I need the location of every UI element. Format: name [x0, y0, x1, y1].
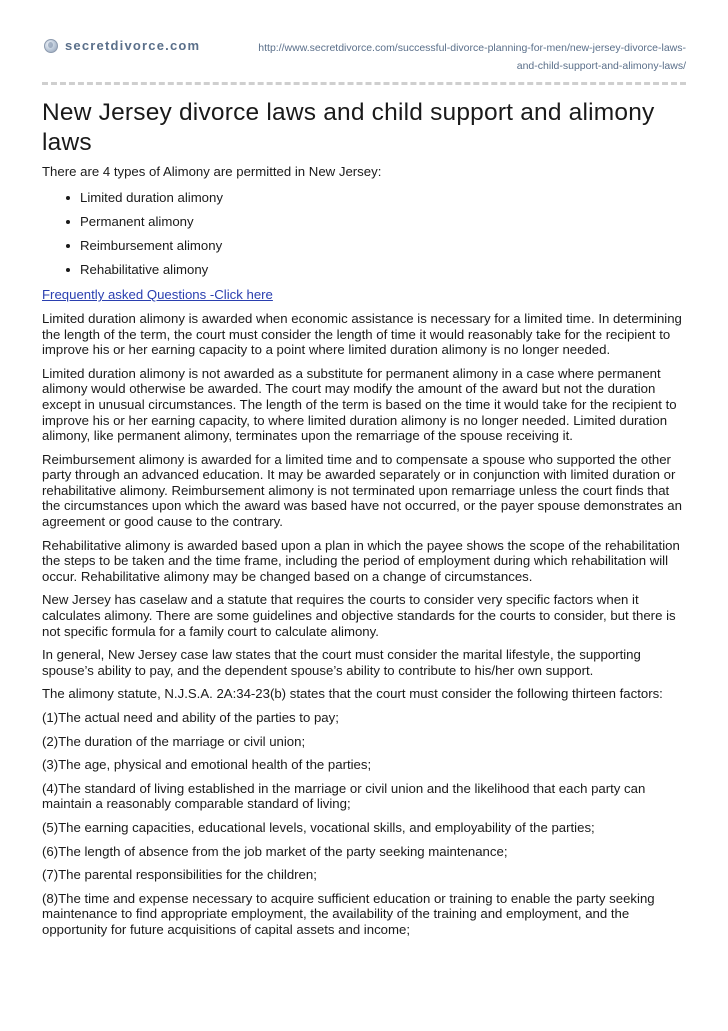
factor-item: (7)The parental responsibilities for the children;: [42, 867, 317, 883]
page-title: New Jersey divorce laws and child support and alimony laws: [42, 99, 655, 156]
factor-item: (4)The standard of living established in the marriage or civil union and the likelihood that each party can maintain a reasonably comparable standard of living;: [42, 780, 646, 812]
paragraph: Reimbursement alimony is awarded for a limited time and to compensate a spouse who supported the other party through an advanced education. It may be awarded separately or in conjunction with limited duration or rehabilitative alimony. Reimbursement alimony is not terminated upon remarriage unless the court finds that the circumstances upon which the award was based have not occurred, or the payer spouse demonstrates an agreement or good cause to the contrary.: [42, 451, 682, 530]
paragraph: Limited duration alimony is awarded when economic assistance is necessary for a limited time. In determining the length of the term, the court must consider the length of time it would reasonably take for the recipient to improve his or her earning capacity to a point where limited duration alimony is no longer needed.: [42, 310, 682, 358]
site-branding[interactable]: [42, 38, 200, 53]
list-item: Reimbursement alimony: [80, 238, 686, 254]
alimony-types-list: [42, 190, 686, 278]
faq-link[interactable]: Frequently asked Questions -Click here: [42, 287, 273, 303]
list-item: Rehabilitative alimony: [80, 262, 686, 278]
header-divider: [42, 82, 686, 85]
source-url[interactable]: [216, 39, 686, 75]
source-url-line-2[interactable]: and-child-support-and-alimony-laws/: [516, 60, 686, 72]
source-url-line-1[interactable]: http://www.secretdivorce.com/successful-divorce-planning-for-men/new-jersey-divorce-laws-: [258, 42, 686, 54]
paragraph: In general, New Jersey case law states that the court must consider the marital lifestyle, the supporting spouse’s ability to pay, and the dependent spouse’s ability to contribute to his/her own support.: [42, 647, 641, 678]
paragraph: New Jersey has caselaw and a statute that requires the courts to consider very specific factors when it calculates alimony. There are some guidelines and objective standards for the courts to consider, but there is not specific formula for a family court to calculate alimony.: [42, 592, 676, 639]
site-name[interactable]: secretdivorce.com: [65, 38, 201, 53]
factor-item: (3)The age, physical and emotional health of the parties;: [42, 757, 372, 773]
factor-item: (2)The duration of the marriage or civil union;: [42, 733, 306, 749]
paragraph: Rehabilitative alimony is awarded based upon a plan in which the payee shows the scope of the rehabilitation the steps to be taken and the time frame, including the period of employment during which rehabilitation will occur. Rehabilitative alimony may be changed based on a change of circumstances.: [42, 537, 680, 584]
paragraph: The alimony statute, N.J.S.A. 2A:34-23(b) states that the court must consider the following thirteen factors:: [42, 686, 663, 702]
factor-item: (5)The earning capacities, educational levels, vocational skills, and employability of the parties;: [42, 819, 595, 835]
factor-item: (1)The actual need and ability of the parties to pay;: [42, 710, 339, 725]
paragraph: Limited duration alimony is not awarded as a substitute for permanent alimony in a case where permanent alimony would otherwise be awarded. The court may modify the amount of the award but not the duration except in unusual circumstances. The length of the term is based on the time it would take for the recipient to improve his or her earning capacity, to where limited duration alimony is no longer needed. Limited duration alimony, like permanent alimony, terminates upon the remarriage of the spouse receiving it.: [42, 365, 677, 444]
factor-item: (8)The time and expense necessary to acquire sufficient education or training to enable the party seeking maintenance to find appropriate employment, the availability of the training and employment, and the opportunity for future acquisitions of capital assets and income;: [42, 890, 655, 937]
globe-icon: [44, 39, 58, 53]
article-body: [42, 311, 686, 938]
factor-item: (6)The length of absence from the job market of the party seeking maintenance;: [42, 843, 508, 859]
page-header: [42, 0, 686, 76]
list-item: Limited duration alimony: [80, 190, 686, 206]
list-item: Permanent alimony: [80, 214, 686, 230]
intro-text: There are 4 types of Alimony are permitted in New Jersey:: [42, 164, 382, 179]
